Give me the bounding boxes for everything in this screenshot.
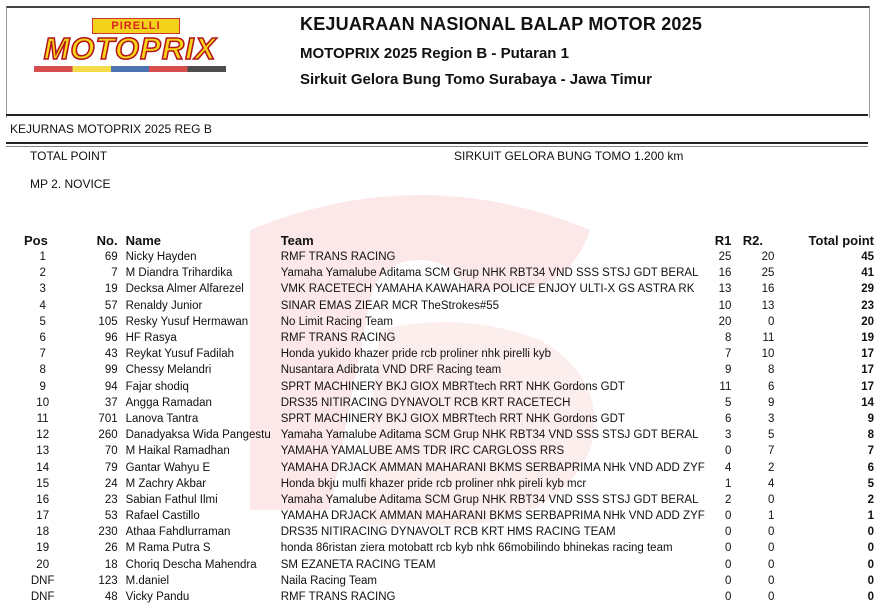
cell-total: 8 — [867, 429, 874, 442]
cell-r2: 0 — [767, 574, 775, 587]
cell-total: 2 — [867, 493, 874, 506]
cell-team: RMF TRANS RACING — [280, 332, 396, 345]
cell-pos: 12 — [36, 429, 50, 442]
cell-name: Danadyaksa Wida Pangestu — [125, 429, 271, 442]
cell-no: 230 — [98, 526, 118, 539]
cell-name: M Zachry Akbar — [125, 477, 207, 490]
cell-r2: 3 — [767, 412, 775, 425]
cell-team: DRS35 NITIRACING DYNAVOLT RCB KRT HMS RACING TEAM — [280, 526, 616, 539]
cell-total: 1 — [867, 510, 874, 523]
cell-no: 23 — [104, 493, 118, 506]
cell-total: 23 — [861, 299, 874, 312]
cell-pos: 1 — [39, 251, 46, 264]
cell-pos: 4 — [39, 299, 46, 312]
cell-r1: 0 — [724, 591, 732, 604]
table-row — [10, 330, 874, 346]
cell-total: 29 — [861, 283, 874, 296]
table-row — [10, 379, 874, 395]
cell-total: 0 — [867, 526, 874, 539]
cell-pos: 5 — [39, 315, 46, 328]
cell-total: 6 — [867, 461, 874, 474]
cell-no: 701 — [98, 412, 118, 425]
cell-team: honda 86ristan ziera motobatt rcb kyb nhk 66mobilindo bhinekas racing team — [280, 542, 673, 555]
table-row — [10, 298, 874, 314]
table-row — [10, 265, 874, 281]
col-r1: R1 — [714, 232, 732, 248]
cell-no: 123 — [98, 574, 118, 587]
cell-total: 5 — [867, 477, 874, 490]
cell-total: 9 — [867, 412, 874, 425]
table-row — [10, 346, 874, 362]
col-no: No. — [96, 232, 118, 248]
cell-no: 70 — [104, 445, 118, 458]
cell-team: RMF TRANS RACING — [280, 251, 396, 264]
cell-name: Decksa Almer Alfarezel — [125, 283, 244, 296]
cell-no: 260 — [98, 429, 118, 442]
cell-no: 105 — [98, 315, 118, 328]
cell-r2: 16 — [761, 283, 775, 296]
cell-r1: 16 — [718, 267, 732, 280]
cell-pos: 8 — [39, 364, 46, 377]
cell-r2: 2 — [767, 461, 775, 474]
cell-r2: 25 — [761, 267, 775, 280]
cell-name: Choriq Descha Mahendra — [125, 558, 257, 571]
cell-name: M Diandra Trihardika — [125, 267, 233, 280]
cell-pos: 3 — [39, 283, 46, 296]
cell-r1: 9 — [724, 364, 732, 377]
cell-r2: 13 — [761, 299, 775, 312]
cell-total: 17 — [861, 380, 874, 393]
championship-label: KEJURNAS MOTOPRIX 2025 REG B — [10, 122, 212, 136]
cell-r1: 8 — [724, 332, 732, 345]
cell-pos: 2 — [39, 267, 46, 280]
cell-r1: 11 — [719, 380, 732, 393]
cell-r1: 0 — [724, 445, 732, 458]
table-row — [10, 249, 874, 265]
results-body — [10, 249, 874, 605]
table-row — [10, 589, 874, 605]
cell-pos: 16 — [36, 493, 50, 506]
cell-pos: 6 — [39, 332, 46, 345]
cell-name: M.daniel — [125, 574, 170, 587]
cell-r2: 0 — [767, 542, 775, 555]
cell-r1: 13 — [718, 283, 732, 296]
cell-name: Reykat Yusuf Fadilah — [125, 348, 235, 361]
col-team: Team — [280, 232, 314, 248]
col-total: Total point — [808, 232, 874, 248]
cell-name: Athaa Fahdlurraman — [125, 526, 231, 539]
divider — [6, 142, 868, 144]
cell-r2: 0 — [767, 493, 775, 506]
results-table — [10, 231, 874, 605]
cell-total: 0 — [867, 591, 874, 604]
cell-pos: DNF — [30, 574, 55, 587]
cell-name: M Rama Putra S — [125, 542, 211, 555]
cell-team: Nusantara Adibrata VND DRF Racing team — [280, 364, 502, 377]
cell-pos: 9 — [39, 380, 46, 393]
circuit-label: SIRKUIT GELORA BUNG TOMO 1.200 km — [454, 149, 684, 163]
cell-r1: 4 — [724, 461, 732, 474]
cell-team: YAMAHA DRJACK AMMAN MAHARANI BKMS SERBAPRIMA NHk VND ADD ZYF — [280, 461, 705, 474]
cell-total: 0 — [867, 542, 874, 555]
cell-r1: 0 — [724, 558, 732, 571]
cell-r2: 1 — [767, 510, 775, 523]
cell-total: 20 — [861, 315, 874, 328]
cell-r1: 6 — [724, 412, 732, 425]
cell-team: RMF TRANS RACING — [280, 591, 396, 604]
table-row — [10, 540, 874, 556]
table-row — [10, 427, 874, 443]
table-row — [10, 362, 874, 378]
col-r2: R2. — [742, 232, 763, 248]
table-row — [10, 459, 874, 475]
cell-r1: 0 — [724, 542, 732, 555]
cell-name: Nicky Hayden — [125, 251, 197, 264]
cell-no: 69 — [104, 251, 118, 264]
cell-pos: 10 — [36, 396, 50, 409]
cell-r2: 4 — [767, 477, 775, 490]
cell-team: YAMAHA DRJACK AMMAN MAHARANI BKMS SERBAPRIMA NHk VND ADD ZYF — [280, 510, 705, 523]
cell-name: Fajar shodiq — [125, 380, 189, 393]
cell-team: SM EZANETA RACING TEAM — [280, 558, 436, 571]
cell-r1: 5 — [724, 396, 732, 409]
cell-pos: 17 — [36, 510, 50, 523]
cell-total: 19 — [861, 332, 874, 345]
cell-team: Honda bkju mulfi khazer pride rcb proliner nhk pireli kyb mcr — [280, 477, 587, 490]
table-row — [10, 281, 874, 297]
class-label: MP 2. NOVICE — [30, 177, 111, 191]
venue-subtitle: Sirkuit Gelora Bung Tomo Surabaya - Jawa Timur — [300, 71, 653, 88]
cell-pos: 18 — [36, 526, 50, 539]
cell-total: 41 — [861, 267, 874, 280]
col-pos: Pos — [24, 232, 48, 248]
cell-r1: 20 — [718, 315, 732, 328]
cell-team: SPRT MACHINERY BKJ GIOX MBRTtech RRT NHK Gordons GDT — [280, 412, 625, 425]
cell-r2: 0 — [767, 526, 775, 539]
cell-total: 0 — [867, 558, 874, 571]
cell-pos: 7 — [39, 348, 46, 361]
cell-no: 57 — [104, 299, 118, 312]
pirelli-logo: PIRELLI — [92, 18, 180, 34]
cell-team: Yamaha Yamalube Aditama SCM Grup NHK RBT34 VND SSS STSJ GDT BERAL — [280, 429, 699, 442]
cell-no: 43 — [104, 348, 118, 361]
cell-name: Rafael Castillo — [125, 510, 200, 523]
cell-r2: 20 — [761, 251, 775, 264]
cell-team: Yamaha Yamalube Aditama SCM Grup NHK RBT34 VND SSS STSJ GDT BERAL — [280, 493, 699, 506]
cell-pos: 11 — [36, 412, 49, 425]
cell-team: YAMAHA YAMALUBE AMS TDR IRC CARGLOSS RRS — [280, 445, 565, 458]
table-row — [10, 573, 874, 589]
cell-r2: 7 — [767, 445, 775, 458]
cell-pos: 13 — [36, 445, 50, 458]
event-subtitle: MOTOPRIX 2025 Region B - Putaran 1 — [300, 45, 569, 62]
cell-pos: 19 — [36, 542, 50, 555]
cell-no: 99 — [104, 364, 118, 377]
page-title: KEJUARAAN NASIONAL BALAP MOTOR 2025 — [300, 14, 703, 34]
cell-r2: 5 — [767, 429, 775, 442]
cell-no: 79 — [104, 461, 118, 474]
table-row — [10, 557, 874, 573]
cell-total: 17 — [861, 348, 874, 361]
cell-total: 7 — [867, 445, 874, 458]
table-row — [10, 524, 874, 540]
sponsor-strip — [34, 66, 226, 72]
table-row — [10, 443, 874, 459]
cell-no: 7 — [111, 267, 118, 280]
cell-r2: 11 — [762, 332, 775, 345]
cell-name: HF Rasya — [125, 332, 177, 345]
cell-r1: 3 — [724, 429, 732, 442]
table-row — [10, 492, 874, 508]
table-row — [10, 395, 874, 411]
cell-team: Yamaha Yamalube Aditama SCM Grup NHK RBT34 VND SSS STSJ GDT BERAL — [280, 267, 699, 280]
cell-no: 19 — [104, 283, 118, 296]
cell-r1: 2 — [724, 493, 732, 506]
cell-r2: 8 — [767, 364, 775, 377]
cell-pos: DNF — [30, 591, 55, 604]
cell-r1: 0 — [724, 574, 732, 587]
table-row — [10, 411, 874, 427]
cell-total: 14 — [861, 396, 874, 409]
cell-name: Lanova Tantra — [125, 412, 199, 425]
cell-name: M Haikal Ramadhan — [125, 445, 230, 458]
cell-total: 45 — [861, 251, 874, 264]
col-name: Name — [125, 232, 162, 248]
cell-team: Honda yukido khazer pride rcb proliner nhk pirelli kyb — [280, 348, 552, 361]
cell-no: 18 — [104, 558, 118, 571]
cell-team: VMK RACETECH YAMAHA KAWAHARA POLICE ENJOY ULTI-X GS ASTRA RK — [280, 283, 695, 296]
cell-team: Naila Racing Team — [280, 574, 377, 587]
cell-name: Sabian Fathul Ilmi — [125, 493, 218, 506]
cell-total: 0 — [867, 574, 874, 587]
cell-team: DRS35 NITIRACING DYNAVOLT RCB KRT RACETECH — [280, 396, 571, 409]
cell-r1: 25 — [718, 251, 732, 264]
cell-no: 37 — [104, 396, 118, 409]
cell-name: Resky Yusuf Hermawan — [125, 315, 249, 328]
cell-r1: 1 — [724, 477, 732, 490]
cell-name: Vicky Pandu — [125, 591, 190, 604]
table-row — [10, 508, 874, 524]
table-row — [10, 476, 874, 492]
cell-r2: 0 — [767, 315, 775, 328]
table-row — [10, 314, 874, 330]
cell-no: 53 — [104, 510, 118, 523]
cell-team: SINAR EMAS ZIEAR MCR TheStrokes#55 — [280, 299, 500, 312]
cell-team: No Limit Racing Team — [280, 315, 393, 328]
cell-no: 48 — [104, 591, 118, 604]
cell-name: Renaldy Junior — [125, 299, 203, 312]
cell-no: 26 — [104, 542, 118, 555]
cell-r1: 10 — [718, 299, 732, 312]
cell-r1: 0 — [724, 526, 732, 539]
cell-r2: 6 — [767, 380, 775, 393]
cell-name: Gantar Wahyu E — [125, 461, 211, 474]
cell-no: 24 — [104, 477, 118, 490]
cell-name: Chessy Melandri — [125, 364, 212, 377]
table-header-row — [10, 231, 874, 249]
cell-r2: 10 — [761, 348, 775, 361]
cell-r2: 0 — [767, 591, 775, 604]
cell-pos: 14 — [36, 461, 50, 474]
total-point-label: TOTAL POINT — [30, 149, 108, 163]
motoprix-logo — [16, 18, 244, 74]
divider — [6, 114, 868, 116]
cell-pos: 15 — [36, 477, 50, 490]
cell-name: Angga Ramadan — [125, 396, 212, 409]
cell-team: SPRT MACHINERY BKJ GIOX MBRTtech RRT NHK Gordons GDT — [280, 380, 625, 393]
cell-total: 17 — [861, 364, 874, 377]
cell-r1: 7 — [724, 348, 732, 361]
cell-r1: 0 — [724, 510, 732, 523]
cell-r2: 9 — [767, 396, 775, 409]
cell-no: 94 — [104, 380, 118, 393]
cell-pos: 20 — [36, 558, 50, 571]
cell-no: 96 — [104, 332, 118, 345]
motoprix-wordmark: MOTOPRIX — [43, 31, 217, 66]
cell-r2: 0 — [767, 558, 775, 571]
divider — [6, 146, 868, 147]
